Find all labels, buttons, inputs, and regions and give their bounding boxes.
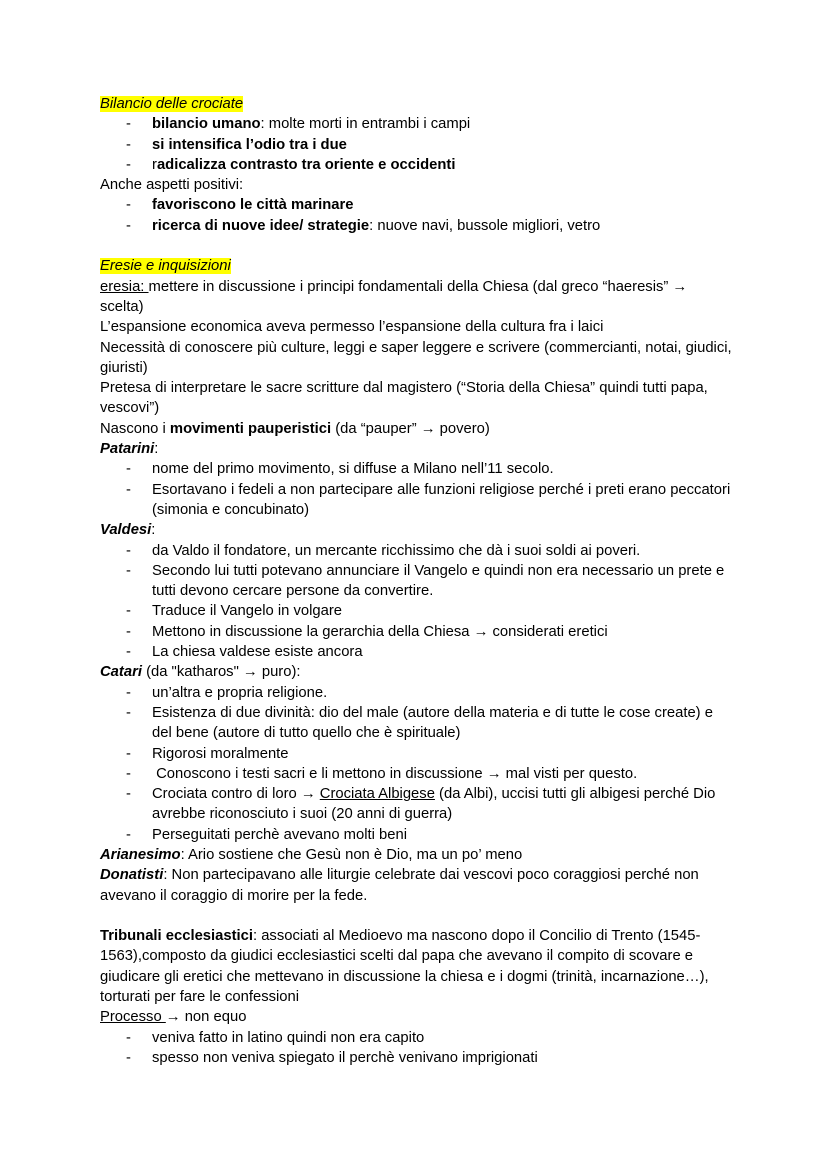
text-run: eresia: [100,278,149,295]
bullet-dash-icon: - [126,704,131,721]
bullet-item [100,1028,732,1048]
bullet-item [100,459,732,479]
bullet-text [152,825,732,845]
bullet-text [152,135,732,155]
paragraph [100,439,732,459]
paragraph [100,175,732,195]
text-run: Patarini [100,441,155,458]
text-run: Anche aspetti positivi: [100,177,244,194]
paragraph [100,662,732,682]
bullet-item [100,825,732,845]
text-run: da Valdo il fondatore, un mercante ricchissimo che dà i suoi soldi ai poveri. [152,542,641,559]
text-run: → non equo [165,1009,247,1026]
blank-line [100,236,732,256]
bullet-dash-icon: - [126,461,131,478]
text-run: (da Albi), uccisi tutti gli albigesi perché Dio avrebbe riconosciuto i suoi (20 anni di guerra) [152,786,720,823]
bullet-item [100,1048,732,1068]
bullet-text [152,764,732,784]
text-run: Processo [100,1009,166,1026]
text-run: Necessità di conoscere più culture, leggi e saper leggere e scrivere (commercianti, notai, giudici, giuristi) [100,339,736,376]
text-run: Secondo lui tutti potevano annunciare il Vangelo e quindi non era necessario un prete e tutti devono cercare persone da convertire. [152,562,729,600]
text-run: adicalizza contrasto tra oriente e occidenti [156,156,456,173]
bullet-dash-icon: - [126,1029,131,1046]
bullet-text [152,622,732,642]
bullet-item [100,155,732,175]
bullet-item [100,601,732,621]
text-run: Nascono i [100,420,170,437]
text-run: un’altra e propria religione. [152,684,328,701]
text-run: Arianesimo [100,846,181,863]
bullet-item [100,703,732,744]
text-run: movimenti pauperistici [169,420,332,437]
text-run: : Ario sostiene che Gesù non è Dio, ma un po’ meno [180,846,523,863]
text-run: nome del primo movimento, si diffuse a Milano nell’11 secolo. [152,461,554,478]
bullet-dash-icon: - [126,562,131,579]
bullet-text [152,459,732,479]
text-run: : nuove navi, bussole migliori, vetro [369,217,601,234]
bullet-text [152,155,732,175]
text-run: L’espansione economica aveva permesso l’espansione della cultura fra i laici [100,319,604,336]
bullet-text [152,561,732,602]
bullet-item [100,744,732,764]
paragraph [100,865,732,906]
text-run: Catari [100,664,142,681]
bullet-text [152,784,732,825]
bullet-dash-icon: - [126,1049,131,1066]
text-run: Traduce il Vangelo in volgare [152,603,343,620]
text-run: : molte morti in entrambi i campi [260,116,471,133]
bullet-dash-icon: - [126,644,131,661]
bullet-dash-icon: - [126,217,131,234]
bullet-text [152,1048,732,1068]
bullet-dash-icon: - [126,156,131,173]
text-run: Perseguitati perchè avevano molti beni [152,826,407,843]
paragraph [100,520,732,540]
bullet-text [152,642,732,662]
text-run: Conoscono i testi sacri e li mettono in discussione → mal visti per questo. [152,765,638,782]
bullet-text [152,114,732,134]
bullet-text [152,1028,732,1048]
paragraph [100,1007,732,1027]
text-run: : [154,441,159,458]
text-run: bilancio umano [152,116,261,133]
bullet-item [100,114,732,134]
text-run: spesso non veniva spiegato il perchè venivano imprigionati [152,1049,538,1066]
bullet-item [100,216,732,236]
paragraph [100,926,732,1007]
section-heading [100,256,732,276]
text-run: La chiesa valdese esiste ancora [152,644,363,661]
bullet-text [152,703,732,744]
bullet-item [100,622,732,642]
bullet-dash-icon: - [126,481,131,498]
text-run: Crociata contro di loro → [152,786,320,803]
bullet-dash-icon: - [126,136,131,153]
text-run: : [151,522,156,539]
bullet-dash-icon: - [126,684,131,701]
text-run: Tribunali ecclesiastici [100,928,253,945]
paragraph [100,317,732,337]
paragraph [100,378,732,419]
section-heading [100,94,732,114]
blank-line [100,906,732,926]
bullet-item [100,135,732,155]
bullet-text [152,683,732,703]
bullet-item [100,642,732,662]
bullet-dash-icon: - [126,786,131,803]
document-content [100,94,736,1068]
highlighted-text-run: Eresie e inquisizioni [100,258,231,275]
bullet-text [152,216,732,236]
bullet-dash-icon: - [126,197,131,214]
bullet-text [152,541,732,561]
bullet-item [100,541,732,561]
bullet-item [100,764,732,784]
text-run: favoriscono le città marinare [152,197,354,214]
text-run: ricerca di nuove idee/ strategie [152,217,370,234]
bullet-dash-icon: - [126,745,131,762]
text-run: veniva fatto in latino quindi non era capito [152,1029,425,1046]
highlighted-text-run: Bilancio delle crociate [100,96,244,112]
bullet-dash-icon: - [126,542,131,559]
bullet-item [100,480,735,521]
bullet-text [152,195,732,215]
bullet-dash-icon: - [126,603,131,620]
text-run: : Non partecipavano alle liturgie celebrate dai vescovi poco coraggiosi perché non avevano il coraggio di morire per la fede. [100,867,703,904]
text-run: Valdesi [100,522,152,539]
paragraph [100,277,732,318]
text-run: Donatisti [100,867,164,884]
paragraph [100,419,732,439]
bullet-item [100,683,732,703]
bullet-dash-icon: - [126,116,131,133]
text-run: Rigorosi moralmente [152,745,289,762]
bullet-item [100,784,732,825]
bullet-dash-icon: - [126,765,131,782]
bullet-dash-icon: - [126,826,131,843]
text-run: r [152,156,157,173]
text-run: Esistenza di due divinità: dio del male (autore della materia e di tutte le cose create) e del bene (autore di tutto quello che è spirituale) [152,704,718,742]
text-run: si intensifica l’odio tra i due [152,136,347,153]
bullet-item [100,195,732,215]
text-run: : associati al Medioevo ma nascono dopo il Concilio di Trento (1545-1563),composto da giudici ecclesiastici scelti dal papa che avevano il compito di scovare e giudicare gli eretici che mettevano in discussione la chiesa e i dogmi (trinità, incarnazione…), torturati per fare le confessioni [100,928,713,1006]
bullet-item [100,561,732,602]
text-run: Crociata Albigese [319,786,435,803]
text-run: Pretesa di interpretare le sacre scritture dal magistero (“Storia della Chiesa” quindi tutti papa, vescovi”) [100,380,712,417]
bullet-dash-icon: - [126,623,131,640]
bullet-text [152,601,732,621]
bullet-text [152,480,735,521]
text-run: mettere in discussione i principi fondamentali della Chiesa (dal greco “haeresis” → scelta) [100,278,692,315]
paragraph [100,338,736,379]
text-run: (da "katharos" → puro): [141,664,301,681]
text-run: Esortavano i fedeli a non partecipare alle funzioni religiose perché i preti erano peccatori (simonia e concubinato) [152,481,735,518]
paragraph [100,845,732,865]
bullet-text [152,744,732,764]
text-run: (da “pauper” → povero) [331,420,490,437]
text-run: Mettono in discussione la gerarchia della Chiesa → considerati eretici [152,623,608,640]
